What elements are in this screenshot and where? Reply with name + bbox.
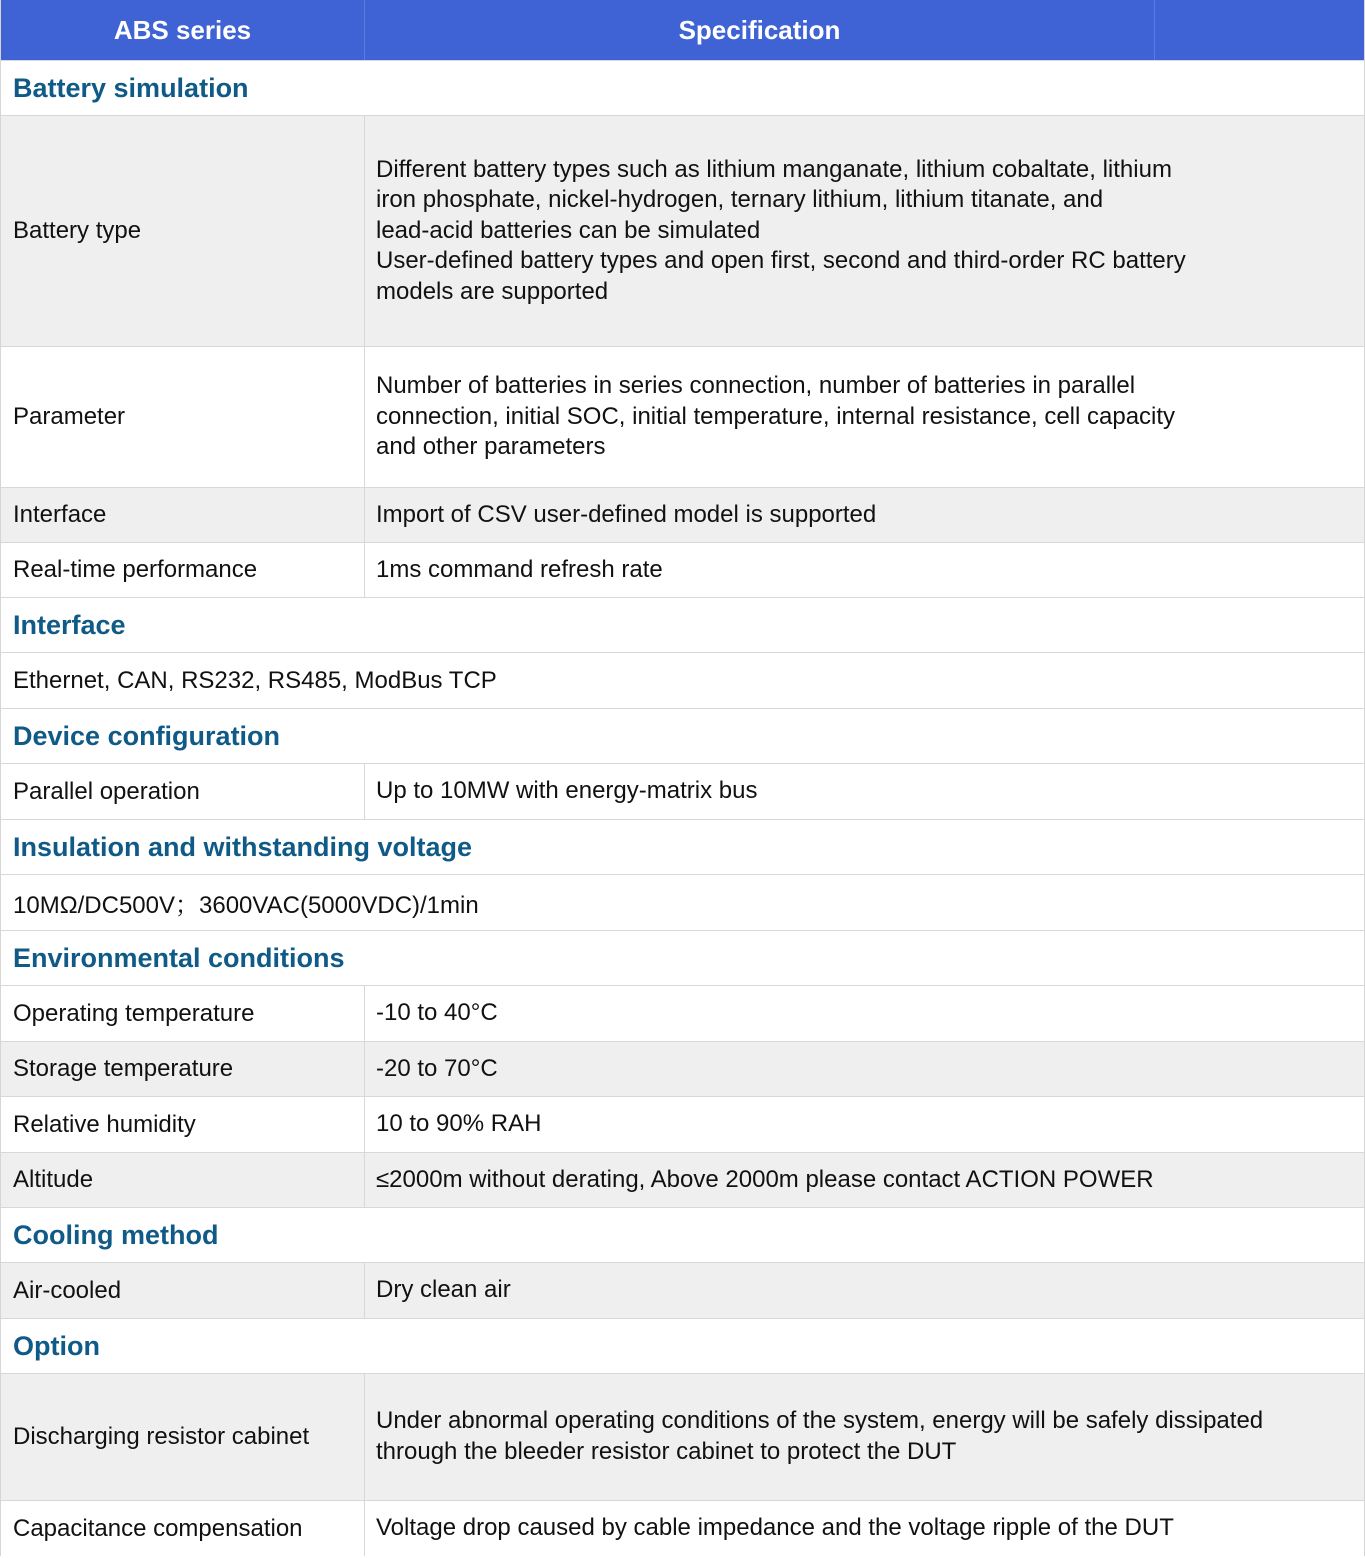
value-line: through the bleeder resistor cabinet to protect the DUT xyxy=(376,1438,957,1465)
table-row-air-cooled xyxy=(1,1262,1364,1318)
section-environmental: Environmental conditions xyxy=(1,930,1364,985)
table-row-interface-list xyxy=(1,652,1364,708)
section-option: Option xyxy=(1,1318,1364,1373)
value-line: Different battery types such as lithium manganate, lithium cobaltate, lithium xyxy=(376,155,1172,183)
row-value: Import of CSV user-defined model is supported xyxy=(376,500,877,528)
section-battery-simulation: Battery simulation xyxy=(1,60,1364,115)
table-row-storage-temperature xyxy=(1,1041,1364,1096)
value-line: models are supported xyxy=(376,277,609,305)
row-value: -20 to 70°C xyxy=(376,1054,498,1082)
table-header xyxy=(1,0,1364,60)
table-row-insulation xyxy=(1,874,1364,930)
row-label: Parallel operation xyxy=(1,764,365,819)
row-label: Air-cooled xyxy=(1,1263,365,1318)
table-row-parallel xyxy=(1,763,1364,819)
row-value: Up to 10MW with energy-matrix bus xyxy=(376,777,758,805)
table-row-battery-type xyxy=(1,115,1364,346)
table-row-relative-humidity xyxy=(1,1096,1364,1152)
row-value xyxy=(365,347,1364,487)
header-specification-cell: Specification xyxy=(678,14,841,45)
row-value xyxy=(365,116,1364,346)
row-label: Relative humidity xyxy=(1,1097,365,1152)
row-value: 1ms command refresh rate xyxy=(376,555,663,583)
row-label: Altitude xyxy=(1,1153,365,1207)
row-label: Battery type xyxy=(1,116,365,346)
row-value xyxy=(365,1374,1364,1500)
row-label: Interface xyxy=(1,488,365,542)
header-empty-cell xyxy=(1154,0,1364,60)
row-label: Real-time performance xyxy=(1,543,365,597)
value-line: iron phosphate, nickel-hydrogen, ternary lithium, lithium titanate, and xyxy=(376,186,1104,214)
row-value: 10MΩ/DC500V；3600VAC(5000VDC)/1min xyxy=(13,892,479,919)
row-label: Parameter xyxy=(1,347,365,487)
row-value: -10 to 40°C xyxy=(376,999,498,1027)
value-line: connection, initial SOC, initial temperature, internal resistance, cell capacity xyxy=(376,402,1176,430)
table-row-operating-temperature xyxy=(1,985,1364,1041)
row-value: Voltage drop caused by cable impedance and the voltage ripple of the DUT xyxy=(376,1514,1174,1542)
row-value: Ethernet, CAN, RS232, RS485, ModBus TCP xyxy=(13,666,497,694)
row-label: Storage temperature xyxy=(1,1042,365,1096)
row-value: Dry clean air xyxy=(376,1276,511,1304)
section-device-configuration: Device configuration xyxy=(1,708,1364,763)
value-line: Number of batteries in series connection, number of batteries in parallel xyxy=(376,372,1136,400)
header-series-cell: ABS series xyxy=(1,0,365,60)
value-line: lead-acid batteries can be simulated xyxy=(376,216,761,244)
table-row-interface-model xyxy=(1,487,1364,542)
section-insulation: Insulation and withstanding voltage xyxy=(1,819,1364,874)
section-cooling-method: Cooling method xyxy=(1,1207,1364,1262)
table-row-parameter xyxy=(1,346,1364,487)
table-row-capacitance-compensation xyxy=(1,1500,1364,1556)
row-label: Capacitance compensation xyxy=(1,1501,365,1556)
row-value: 10 to 90% RAH xyxy=(376,1110,542,1138)
value-line: User-defined battery types and open first, second and third-order RC battery xyxy=(376,247,1186,275)
row-label: Discharging resistor cabinet xyxy=(1,1374,365,1500)
table-row-altitude xyxy=(1,1152,1364,1207)
section-interface: Interface xyxy=(1,597,1364,652)
row-label: Operating temperature xyxy=(1,986,365,1041)
value-line: Under abnormal operating conditions of the system, energy will be safely dissipated xyxy=(376,1407,1264,1435)
table-row-realtime xyxy=(1,542,1364,597)
table-row-discharging-resistor-cabinet xyxy=(1,1373,1364,1500)
row-value: ≤2000m without derating, Above 2000m please contact ACTION POWER xyxy=(376,1165,1154,1193)
value-line: and other parameters xyxy=(376,433,606,461)
